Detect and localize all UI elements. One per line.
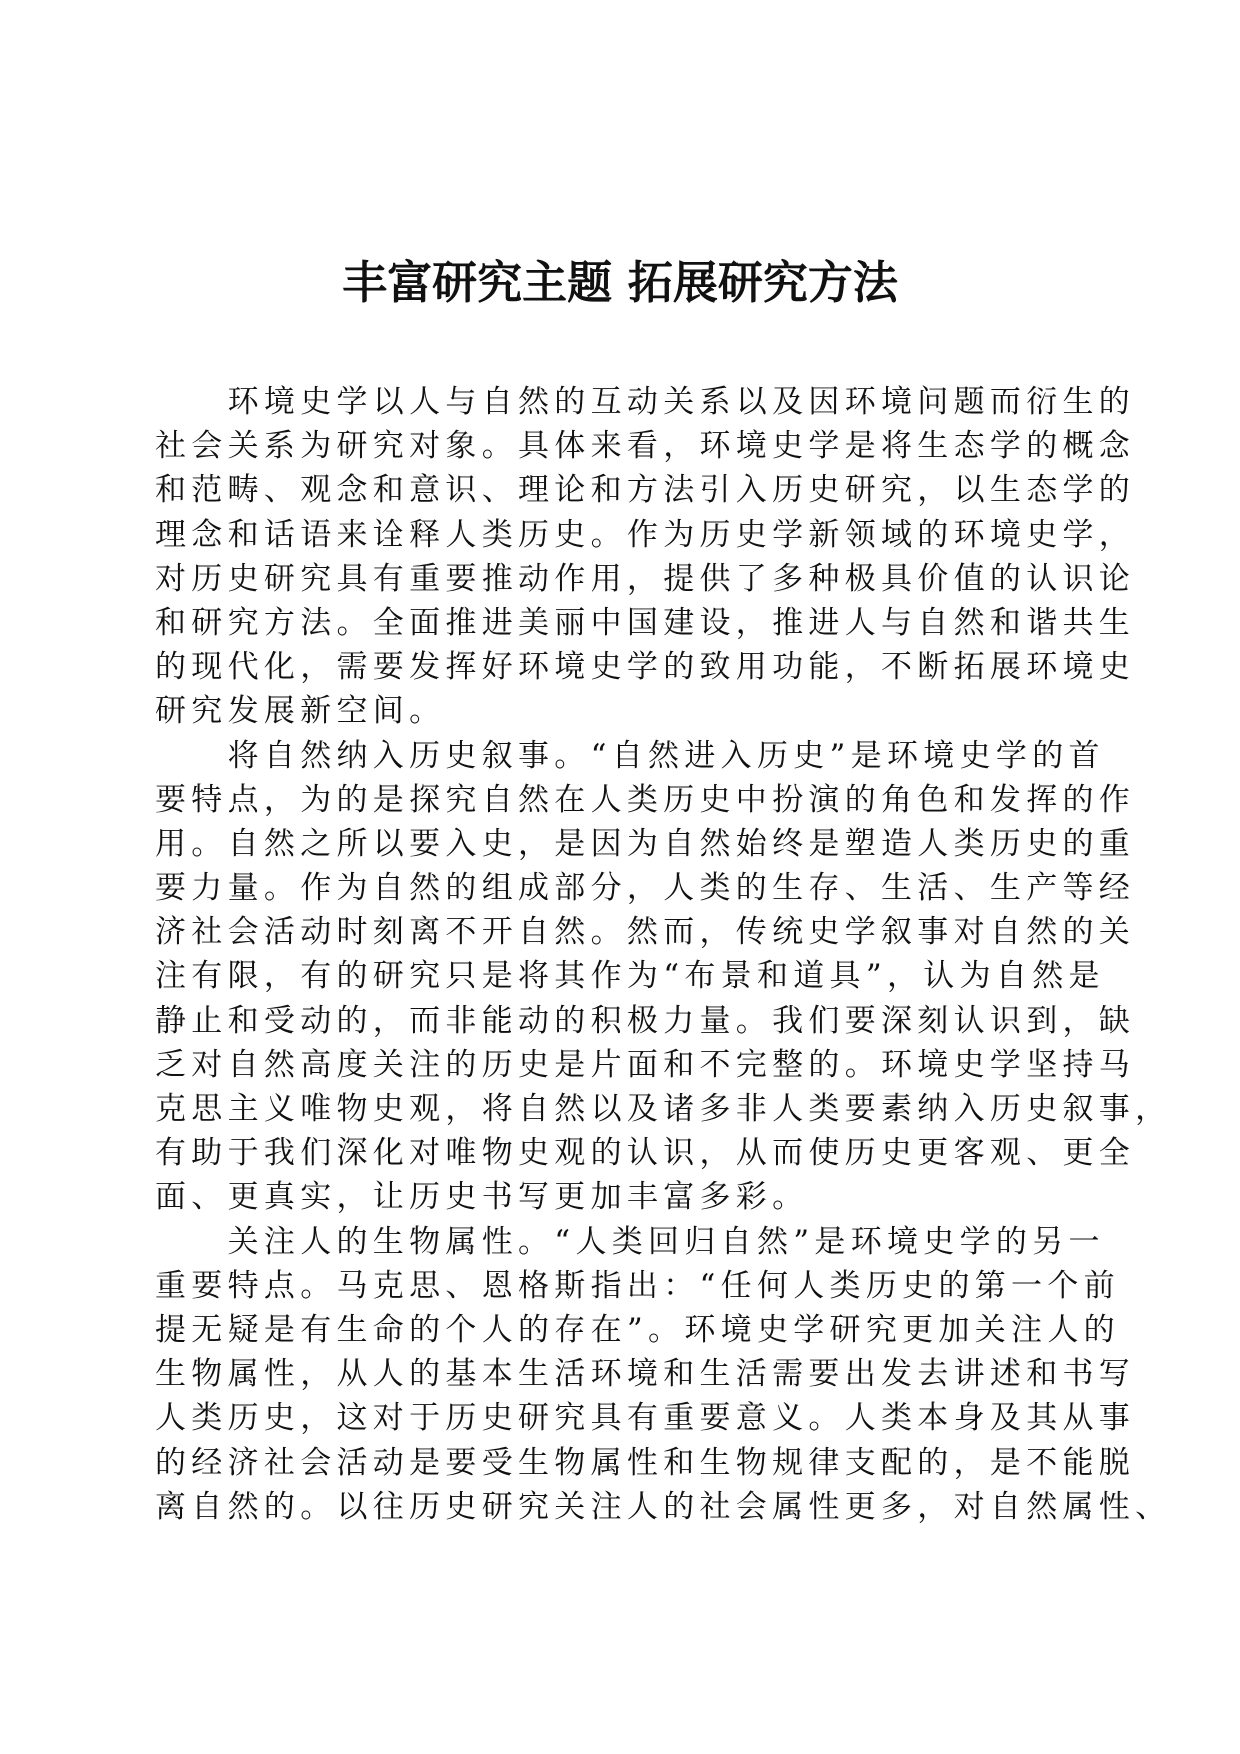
text-line: 要特点，为的是探究自然在人类历史中扮演的角色和发挥的作 bbox=[155, 781, 1136, 818]
text-line: 离自然的。以往历史研究关注人的社会属性更多，对自然属性、 bbox=[155, 1488, 1172, 1525]
text-line: 研究发展新空间。 bbox=[155, 693, 446, 730]
document-body bbox=[155, 380, 1172, 1529]
text-line: 用。自然之所以要入史，是因为自然始终是塑造人类历史的重 bbox=[155, 825, 1136, 862]
text-line: 有助于我们深化对唯物史观的认识，从而使历史更客观、更全 bbox=[155, 1135, 1136, 1172]
text-line: 对历史研究具有重要推动作用，提供了多种极具价值的认识论 bbox=[155, 560, 1136, 597]
text-line: 的现代化，需要发挥好环境史学的致用功能，不断拓展环境史 bbox=[155, 649, 1136, 686]
text-line: 注有限，有的研究只是将其作为“布景和道具”，认为自然是 bbox=[155, 958, 1105, 995]
text-line: 理念和话语来诠释人类历史。作为历史学新领域的环境史学， bbox=[155, 516, 1136, 553]
text-line: 生物属性，从人的基本生活环境和生活需要出发去讲述和书写 bbox=[155, 1356, 1136, 1393]
text-line: 克思主义唯物史观，将自然以及诸多非人类要素纳入历史叙事， bbox=[155, 1091, 1172, 1127]
text-line: 将自然纳入历史叙事。“自然进入历史”是环境史学的首 bbox=[155, 737, 1105, 774]
text-line: 人类历史，这对于历史研究具有重要意义。人类本身及其从事 bbox=[155, 1400, 1136, 1437]
text-line: 乏对自然高度关注的历史是片面和不完整的。环境史学坚持马 bbox=[155, 1046, 1136, 1083]
document-title: 丰富研究主题 拓展研究方法 bbox=[342, 256, 898, 309]
text-line: 面、更真实，让历史书写更加丰富多彩。 bbox=[155, 1179, 809, 1216]
text-line: 的经济社会活动是要受生物属性和生物规律支配的，是不能脱 bbox=[155, 1444, 1136, 1481]
text-line: 要力量。作为自然的组成部分，人类的生存、生活、生产等经 bbox=[155, 870, 1136, 907]
text-line: 和研究方法。全面推进美丽中国建设，推进人与自然和谐共生 bbox=[155, 604, 1136, 641]
text-line: 提无疑是有生命的个人的存在”。环境史学研究更加关注人的 bbox=[155, 1311, 1120, 1348]
text-line: 重要特点。马克思、恩格斯指出：“任何人类历史的第一个前 bbox=[155, 1267, 1120, 1304]
text-line: 环境史学以人与自然的互动关系以及因环境问题而衍生的 bbox=[155, 384, 1136, 420]
text-line: 社会关系为研究对象。具体来看，环境史学是将生态学的概念 bbox=[155, 428, 1136, 465]
text-line: 和范畴、观念和意识、理论和方法引入历史研究，以生态学的 bbox=[155, 472, 1136, 509]
text-line: 关注人的生物属性。“人类回归自然”是环境史学的另一 bbox=[155, 1223, 1105, 1260]
text-line: 静止和受动的，而非能动的积极力量。我们要深刻认识到，缺 bbox=[155, 1002, 1136, 1039]
text-line: 济社会活动时刻离不开自然。然而，传统史学叙事对自然的关 bbox=[155, 914, 1136, 951]
